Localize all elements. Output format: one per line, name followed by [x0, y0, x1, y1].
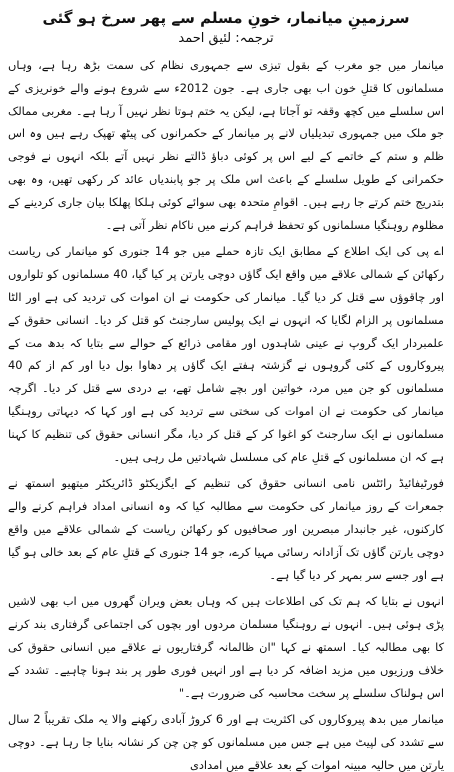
- article-headline: سرزمینِ میانمار، خونِ مسلم سے پھر سرخ ہو گئی: [42, 9, 410, 27]
- article-byline: ترجمہ: لئیق احمد: [178, 31, 274, 46]
- article-paragraph: میانمار میں جو مغرب کے بقول تیزی سے جمہوری نظام کی سمت بڑھ رہا ہے، وہاں مسلمانوں کا قتلِ خون اب بھی جاری ہے۔ جون 2012ء سے شروع ہونے والے خونریزی کے اس سلسلے میں کچھ وقفہ تو آجاتا ہے، لیکن یہ ختم ہوتا نظر نہیں آ رہا ہے۔ مغربی ممالک جو ملک میں جمہوری تبدیلیاں لانے پر میانمار کے حکمرانوں کی پیٹھ تھپک رہے ہیں وہ اس ظلم و ستم کے خاتمے کے لیے اس پر کوئی دباؤ ڈالتے نظر نہیں آتے بلکہ انہوں نے فوجی حکمرانی کے طویل سلسلے کے باعث اس ملک پر جو پابندیاں عائد کر رکھی تھیں، وہ بھی بتدریج ختم کرتے جا رہے ہیں۔ اقوامِ متحدہ بھی سوائے کوئی ہلکا پھلکا بیان جاری کردینے کے مظلوم روہنگیا مسلمانوں کو تحفظ فراہم کرنے میں ناکام نظر آتی ہے۔: [8, 58, 444, 232]
- article-paragraph: انہوں نے بتایا کہ ہم تک کی اطلاعات ہیں کہ وہاں بعض ویران گھروں میں اب بھی لاشیں پڑی ہوئی ہیں۔ انہوں نے روہنگیا مسلمان مردوں اور بچوں کی اجتماعی گرفتاری بند کرنے کا بھی مطالبہ کیا۔ اسمتھ نے کہا "ان ظالمانہ گرفتاریوں نے علاقے میں انسانی حقوق کی خلاف ورزیوں میں مزید اضافہ کر دیا ہے اور انہیں فوری طور پر بند ہونا چاہیے۔ تشدد کے اس ہولناک سلسلے پر سخت محاسبہ کی ضرورت ہے۔": [8, 594, 444, 700]
- article-paragraph: میانمار میں بدھ پیروکاروں کی اکثریت ہے اور 6 کروڑ آبادی رکھنے والا یہ ملک تقریباً 2 سال سے تشدد کی لپیٹ میں ہے جس میں مسلمانوں کو چن چن کر نشانہ بنایا جا رہا ہے۔ دوچی یارتن میں حالیہ مبینہ اموات کے بعد علاقے میں امدادی: [8, 712, 445, 772]
- article-paragraph: فورٹیفائیڈ رائٹس نامی انسانی حقوق کی تنظیم کے ایگزیکٹو ڈائریکٹر میتھیو اسمتھ نے جمعرات کے روز میانمار کی حکومت سے مطالبہ کیا کہ وہ انسانی امداد فراہم کرنے والے کارکنوں، غیر جانبدار مبصرین اور صحافیوں کو رکھائن ریاست کے شمالی علاقے میں واقع دوچی یارتن گاؤں تک آزادانہ رسائی مہیا کرے، جو 14 جنوری کے قتلِ عام کے بعد خالی ہو گیا ہے اور جسے سر بمہر کر دیا گیا ہے۔: [8, 476, 444, 582]
- article-paragraph: اے پی کی ایک اطلاع کے مطابق ایک تازہ حملے میں جو 14 جنوری کو میانمار کی ریاست رکھائن کے شمالی علاقے میں واقع ایک گاؤں دوچی یارتن پر کیا گیا، 40 مسلمانوں کو تلواروں اور چاقوؤں سے قتل کر دیا گیا۔ میانمار کی حکومت نے ان اموات کی تردید کی ہے اور الٹا مسلمانوں پر الزام لگایا کہ انہوں نے ایک پولیس سارجنٹ کو قتل کر دیا۔ انسانی حقوق کے علمبردار ایک گروپ نے عینی شاہدوں اور مقامی ذرائع کے حوالے سے بتایا کہ بدھ مت کے پیروکاروں کے کئی گروہوں نے گزشتہ ہفتے ایک گاؤں پر دھاوا بول دیا اور کم از کم 40 مسلمانوں کو جن میں مرد، خواتین اور بچے شامل تھے، بے دردی سے قتل کر دیا۔ اگرچہ میانمار کی حکومت نے ان اموات کی سختی سے تردید کی ہے اور کہا کہ دیہاتی روہنگیا مسلمانوں نے ایک سارجنٹ کو اغوا کر کے قتل کر دیا، مگر انسانی حقوق کی تنظیم کا کہنا ہے کہ ان مسلمانوں کے قتلِ عام کی مسلسل شہادتیں مل رہی ہیں۔: [8, 244, 444, 464]
